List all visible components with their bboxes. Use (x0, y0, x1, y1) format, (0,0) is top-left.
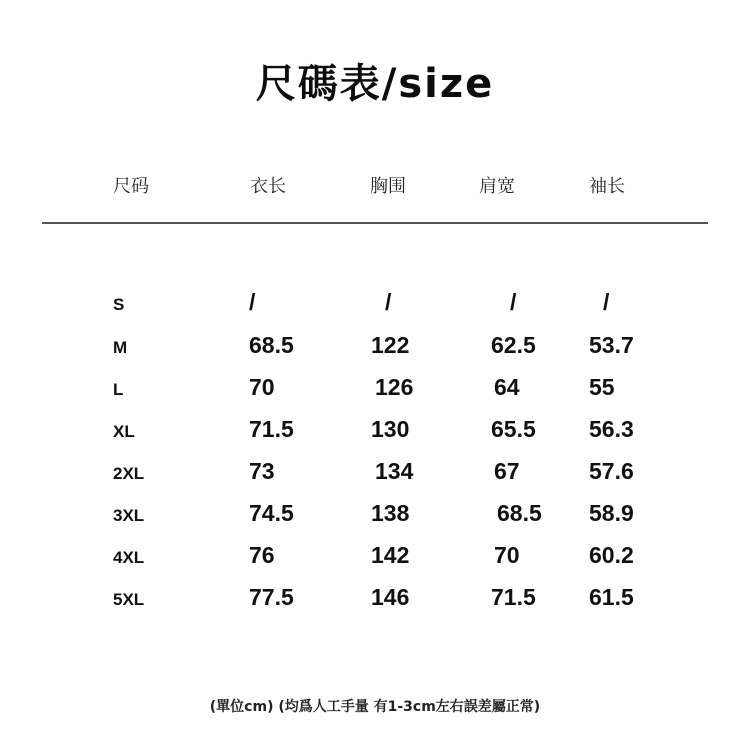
chest-value: 126 (375, 374, 414, 400)
table-row (0, 289, 750, 331)
size-label: 2XL (113, 464, 145, 483)
length-value: 74.5 (249, 500, 294, 526)
sleeve-value: 61.5 (589, 584, 634, 610)
length-value: 73 (249, 458, 275, 484)
table-row (0, 500, 750, 542)
shoulder-value: 68.5 (497, 500, 542, 526)
table-row (0, 416, 750, 458)
sleeve-value: / (603, 289, 610, 315)
length-value: 77.5 (249, 584, 294, 610)
page-title: 尺碼表/size (255, 61, 495, 107)
table-row (0, 584, 750, 626)
chest-value: 142 (371, 542, 410, 568)
sleeve-value: 55 (589, 374, 615, 400)
size-label: M (113, 338, 128, 357)
header-divider (42, 222, 708, 224)
header-size: 尺码 (113, 176, 149, 197)
chest-value: 134 (375, 458, 414, 484)
header-chest: 胸围 (370, 176, 406, 197)
size-label: 4XL (113, 548, 145, 567)
size-label: XL (113, 422, 135, 441)
chest-value: 130 (371, 416, 410, 442)
table-row (0, 542, 750, 584)
sleeve-value: 53.7 (589, 332, 634, 358)
shoulder-value: 71.5 (491, 584, 536, 610)
size-label: L (113, 380, 124, 399)
sleeve-value: 58.9 (589, 500, 634, 526)
table-row (0, 374, 750, 416)
sleeve-value: 56.3 (589, 416, 634, 442)
shoulder-value: 70 (494, 542, 520, 568)
length-value: / (249, 289, 256, 315)
chest-value: 122 (371, 332, 410, 358)
length-value: 70 (249, 374, 275, 400)
shoulder-value: 62.5 (491, 332, 536, 358)
sleeve-value: 57.6 (589, 458, 634, 484)
length-value: 68.5 (249, 332, 294, 358)
length-value: 76 (249, 542, 275, 568)
header-sleeve: 袖长 (589, 176, 625, 197)
shoulder-value: 65.5 (491, 416, 536, 442)
measurement-note: (單位cm) (均爲人工手量 有1-3cm左右誤差屬正常) (209, 699, 541, 715)
size-label: S (113, 295, 125, 314)
sleeve-value: 60.2 (589, 542, 634, 568)
length-value: 71.5 (249, 416, 294, 442)
shoulder-value: / (510, 289, 517, 315)
table-row (0, 458, 750, 500)
chest-value: 138 (371, 500, 410, 526)
header-shoulder: 肩宽 (479, 176, 515, 197)
size-label: 5XL (113, 590, 145, 609)
shoulder-value: 64 (494, 374, 520, 400)
chest-value: / (385, 289, 392, 315)
shoulder-value: 67 (494, 458, 520, 484)
header-length: 衣长 (250, 176, 286, 197)
size-label: 3XL (113, 506, 145, 525)
chest-value: 146 (371, 584, 410, 610)
table-row (0, 332, 750, 374)
